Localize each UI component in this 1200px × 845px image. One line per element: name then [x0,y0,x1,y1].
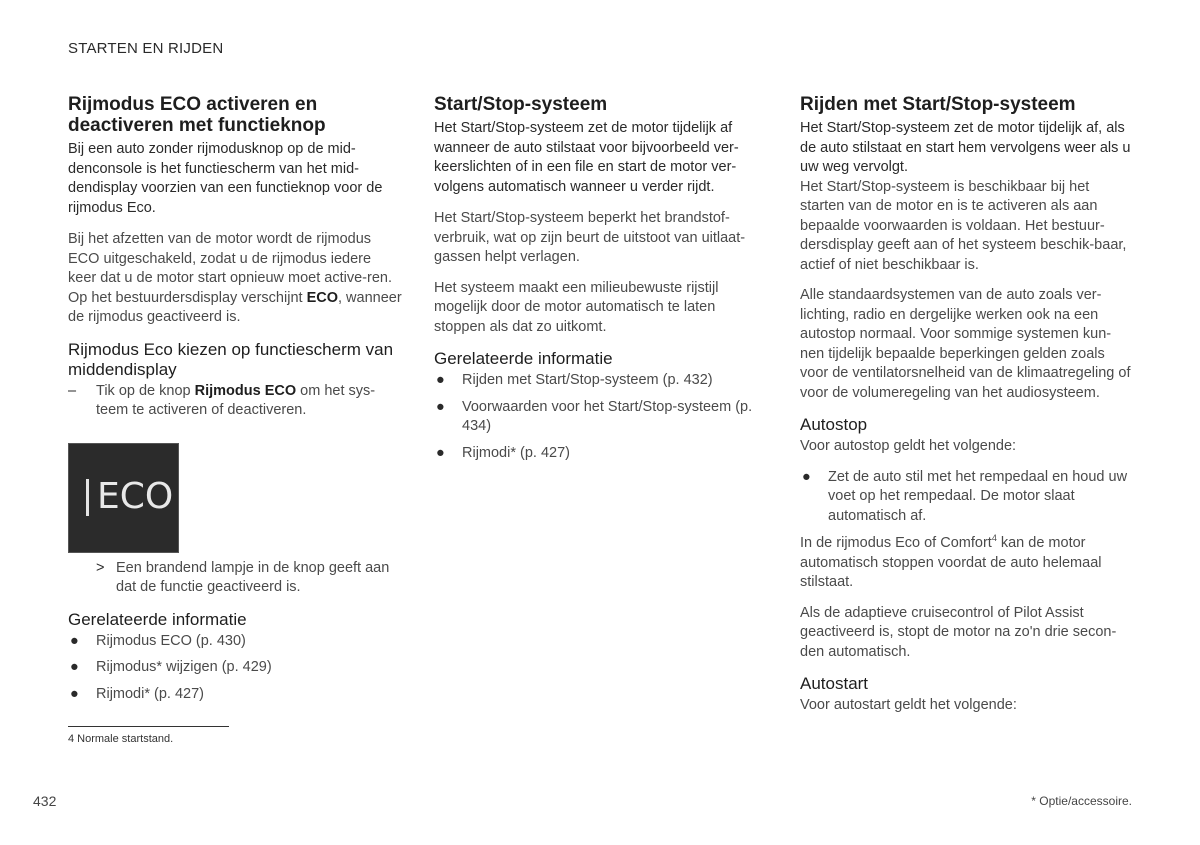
bullet-icon: ● [436,444,445,461]
eco-bold-label: ECO [306,289,338,306]
list-item: ● Zet de auto stil met het rempedaal en houd uw voet op het rempedaal. De motor slaat automatisch af. [802,468,1128,524]
autostop-list [800,468,1135,527]
bullet-icon: ● [436,372,445,388]
options-note: * Optie/accessoire. [1031,794,1132,808]
related-link[interactable]: ● Rijmodi* (p. 427) [68,685,403,705]
footnote: 4 Normale startstand. [68,733,174,745]
footnote-ref[interactable]: 4 [991,533,997,544]
start-stop-heading: Start/Stop-systeem [434,94,608,115]
step-dash: – [68,382,77,399]
autostop-heading: Autostop [800,415,868,434]
autostart-intro: Voor autostart geldt het volgende: [800,697,1017,713]
start-stop-related-list [434,371,769,463]
eco-indicator-light [86,479,89,516]
related-link[interactable]: ● Rijmodus* wijzigen (p. 429) [68,658,403,678]
related-link[interactable]: ● Rijmodi* (p. 427) [434,444,769,464]
autostop-intro: Voor autostop geldt het volgende: [800,438,1017,454]
eco-button-label: Rijmodus ECO [194,382,297,399]
autostart-heading: Autostart [800,674,869,693]
eco-related-list [68,632,403,705]
bullet-icon: ● [70,685,79,702]
start-stop-paragraph: Het Start/Stop-systeem beperkt het brandstof-verbruik, wat op zijn beurt de uitstoot van uitlaat-gassen helpt verlagen. [434,210,746,265]
bullet-icon: ● [802,468,811,485]
bullet-icon: ● [70,659,79,675]
section-title: STARTEN EN RIJDEN [68,40,224,57]
page-number: 432 [33,793,57,809]
related-link[interactable]: ● Voorwaarden voor het Start/Stop-systeem (p. 434) [436,398,753,434]
start-stop-paragraph: Het systeem maakt een milieubewuste rijstijl mogelijk door de motor automatisch te laten stoppen als dat zo uitkomt. [434,279,719,335]
eco-heading: Rijmodus ECO activeren en deactiveren met functieknop [68,94,326,136]
eco-related-heading: Gerelateerde informatie [68,609,247,629]
driving-paragraph: Het Start/Stop-systeem is beschikbaar bij het starten van de motor en is te activeren als aan bepaalde voorwaarden is voldaan. Het bestuur-dersdisplay geeft aan of het systeem beschik-baar, actief of niet beschikbaar is. [800,178,1127,273]
start-stop-lead: Het Start/Stop-systeem zet de motor tijdelijk af wanneer de auto stilstaat voor bijvoorbeeld ver-keerslichten of in een file en start de motor ver-volgens automatisch wanneer u verder rijdt. [434,120,739,195]
eco-intro: Bij een auto zonder rijmodusknop op de mid-denconsole is het functiescherm van het mid-dendisplay voorzien van een functieknop voor de rijmodus Eco. [68,141,383,216]
eco-paragraph: Bij het afzetten van de motor wordt de rijmodus ECO uitgeschakeld, zodat u de rijmodus iedere keer dat u de motor start opnieuw moet active-ren. Op het bestuurdersdisplay verschijnt ECO, wanneer de rijmodus geactiveerd is. [68,231,402,325]
eco-button-image [68,443,179,553]
start-stop-related-heading: Gerelateerde informatie [434,349,613,368]
autostop-eco-paragraph: In de rijmodus Eco of Comfort$^4$ kan de motor automatisch stoppen voordat de auto helemaal stilstaat. [800,533,1102,590]
driving-paragraph: Als de adaptieve cruisecontrol of Pilot Assist geactiveerd is, stopt de motor na zo'n drie secon-den automatisch. [800,604,1117,660]
footnote-divider [68,726,229,727]
driving-paragraph: Alle standaardsystemen van de auto zoals ver-lichting, radio en dergelijke werken ook na een autostop normaal. Voor sommige systemen kun-nen tijdelijk bepaalde beperkingen gelden zoals voor de ventilatorsnelheid van de klimaatregeling of voor de volumeregeling van het audiosysteem. [800,287,1131,401]
column-driving-start-stop [800,94,1135,727]
bullet-icon: ● [70,632,79,649]
eco-sub-heading: Rijmodus Eco kiezen op functiescherm van middendisplay [68,339,394,379]
driving-lead: Het Start/Stop-systeem zet de motor tijdelijk af, als de auto stilstaat en start hem vervolgens weer als u uw weg vervolgt. [800,120,1131,175]
column-start-stop [434,94,769,471]
bullet-icon: ● [436,398,445,415]
result-arrow: > [96,559,105,576]
eco-result: > Een brandend lampje in de knop geeft aan dat de functie geactiveerd is. [96,559,390,595]
related-link[interactable]: ● Rijmodus ECO (p. 430) [68,632,403,652]
related-link[interactable]: ● Rijden met Start/Stop-systeem (p. 432) [434,371,769,391]
eco-button-text: ECO [97,475,174,517]
column-eco [68,94,403,712]
driving-heading: Rijden met Start/Stop-systeem [800,94,1076,115]
eco-step: – Tik op de knop Rijmodus ECO om het sys-teem te activeren of deactiveren. [68,382,376,418]
